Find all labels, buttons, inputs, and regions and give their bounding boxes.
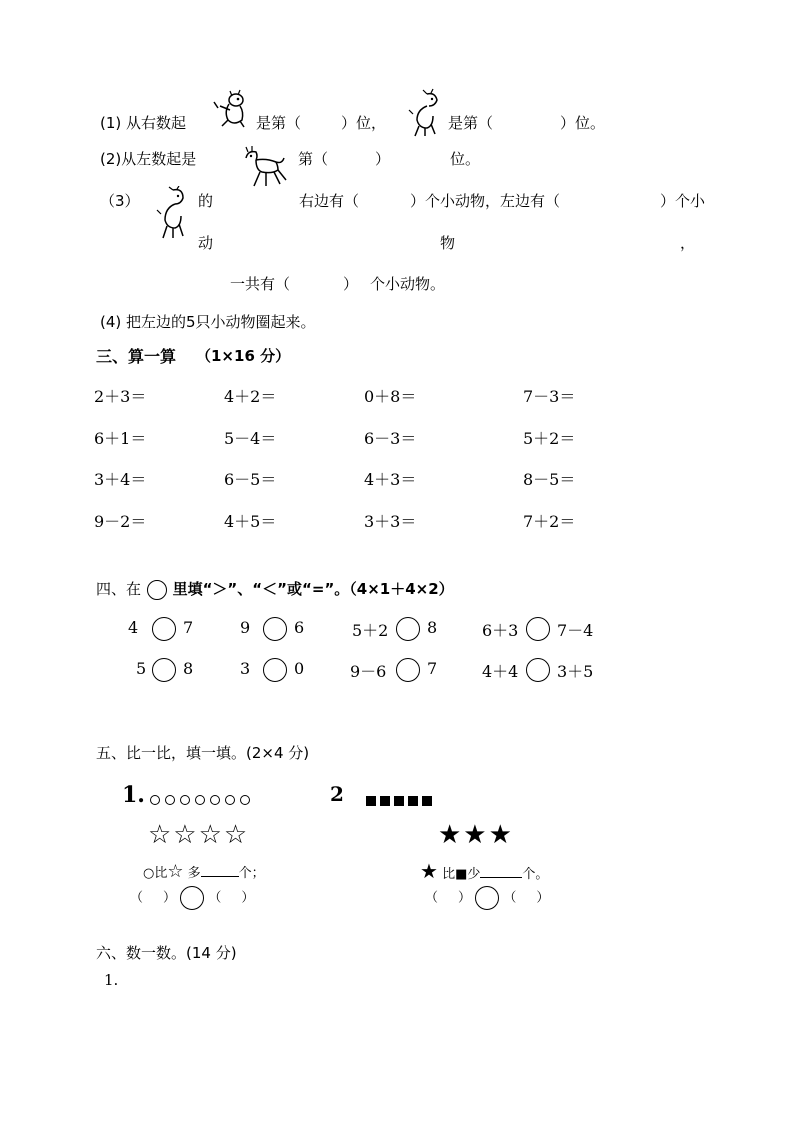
left-compare-circle[interactable] xyxy=(180,886,204,910)
q2-item2-mid2-text: ） xyxy=(375,150,391,168)
horse-animal-icon xyxy=(238,144,290,190)
right-paren-close-2: ） xyxy=(536,890,550,906)
q2-item1-prefix: (1) 从右数起 xyxy=(100,114,187,132)
q2-item1-mid1-text: 是第（ xyxy=(256,114,302,132)
compare-right-value: 8 xyxy=(427,618,438,637)
q2-item2-end-text: 位。 xyxy=(450,150,481,168)
q2-item3-dong-text: 动 xyxy=(198,234,214,252)
q2-item2-mid2 xyxy=(375,148,390,169)
compare-left-value: 9－6 xyxy=(350,662,387,681)
left-paren-open-1: （ xyxy=(130,890,144,906)
q2-item1-mid2 xyxy=(341,112,386,133)
small-circle-icon xyxy=(180,795,190,805)
q2-item3b-text2-span: ） xyxy=(343,275,359,293)
q2-item3-wu-text: 物 xyxy=(440,234,456,252)
section5-p1-label-text: 1. xyxy=(122,782,145,808)
calc-item: 5＋2＝ xyxy=(523,429,576,448)
small-square-icon xyxy=(366,796,376,806)
small-circle-icon xyxy=(165,795,175,805)
compare-right-value: 7 xyxy=(427,659,438,678)
compare-circle[interactable] xyxy=(526,658,550,682)
hollow-stars xyxy=(148,820,249,850)
compare-left-value: 4＋4 xyxy=(482,662,519,681)
left-sentence-c: 个； xyxy=(238,866,265,881)
solid-stars-text: ★★★ xyxy=(438,820,514,850)
calc-item: 2＋3＝ xyxy=(94,387,147,406)
small-circle-icon xyxy=(225,795,235,805)
section5-title-text: 五、比一比，填一填。(2×4 分) xyxy=(96,744,310,762)
section6-title-text: 六、数一数。(14 分) xyxy=(96,944,237,962)
compare-right-value: 7－4 xyxy=(557,621,594,640)
section5-p2-label xyxy=(330,782,344,806)
compare-left-value: 4 xyxy=(128,618,139,637)
compare-left-value: 5＋2 xyxy=(352,621,389,640)
right-sentence xyxy=(420,859,548,883)
compare-left-value: 3 xyxy=(240,659,251,678)
compare-left-value: 9 xyxy=(240,618,251,637)
q2-item3-mid xyxy=(410,190,560,211)
compare-circle[interactable] xyxy=(263,617,287,641)
compare-right-value: 3＋5 xyxy=(557,662,594,681)
compare-left-value: 5 xyxy=(136,659,147,678)
section4-title-a: 四、在 xyxy=(96,580,142,598)
q2-item3-end-text: ）个小 xyxy=(660,192,706,210)
goat-animal-icon xyxy=(405,88,443,138)
section6-title xyxy=(96,942,237,963)
solid-stars xyxy=(438,820,514,850)
small-square-icon xyxy=(394,796,404,806)
calc-item: 4＋2＝ xyxy=(224,387,277,406)
calc-item: 4＋5＝ xyxy=(224,512,277,531)
compare-circle[interactable] xyxy=(152,617,176,641)
small-circle-icon xyxy=(195,795,205,805)
right-compare-circle[interactable] xyxy=(475,886,499,910)
compare-circle[interactable] xyxy=(526,617,550,641)
hollow-stars-text: ☆☆☆☆ xyxy=(148,820,250,850)
small-squares-row xyxy=(366,790,436,809)
q2-item3-mid-text: ）个小动物，左边有（ xyxy=(410,192,561,210)
q2-item2-mid xyxy=(298,148,328,169)
q2-item3-prefix xyxy=(100,190,140,211)
left-paren-close-1: ） xyxy=(163,890,177,906)
section4-title-b: 里填“＞”、“＜”或“=”。（4×1＋4×2） xyxy=(172,580,454,598)
q2-item1-mid2-text: ）位， xyxy=(341,114,387,132)
right-compare-row xyxy=(425,886,549,910)
calc-item: 6＋1＝ xyxy=(94,429,147,448)
calc-item: 9－2＝ xyxy=(94,512,147,531)
monkey-animal-icon xyxy=(210,86,252,130)
calc-item: 7＋2＝ xyxy=(523,512,576,531)
section3-score xyxy=(196,345,290,366)
q2-item3-wu xyxy=(440,232,455,253)
section5-p2-label-text: 2 xyxy=(330,782,344,806)
q2-item3-comma xyxy=(680,232,695,253)
compare-right-value: 8 xyxy=(183,659,194,678)
q2-item1 xyxy=(100,112,186,133)
right-paren-open-2: （ xyxy=(503,890,517,906)
section3-title xyxy=(96,344,176,367)
q2-item1-mid3-text: 是第（ xyxy=(448,114,494,132)
q2-item3b-text1 xyxy=(230,273,290,294)
section3-title-text: 三、算一算 xyxy=(96,347,177,366)
right-answer-blank[interactable] xyxy=(480,865,522,878)
compare-right-value: 6 xyxy=(294,618,305,637)
section3-score-text: （1×16 分） xyxy=(196,347,291,365)
compare-circle[interactable] xyxy=(263,658,287,682)
q2-item3-end xyxy=(660,190,705,211)
left-sentence-star-icon: ☆ xyxy=(167,861,184,882)
small-circle-icon xyxy=(210,795,220,805)
compare-circle[interactable] xyxy=(396,658,420,682)
q2-item1-mid1 xyxy=(256,112,301,133)
q2-item2-mid-text: 第（ xyxy=(298,150,329,168)
q2-item1-end xyxy=(560,112,605,133)
q2-item3b-text1-span: 一共有（ xyxy=(230,275,291,293)
left-sentence-b: 多 xyxy=(187,866,201,881)
calc-item: 3＋3＝ xyxy=(364,512,417,531)
small-circle-icon xyxy=(150,795,160,805)
calc-item: 5－4＝ xyxy=(224,429,277,448)
calc-item: 3＋4＝ xyxy=(94,470,147,489)
q2-item1-end-text: ）位。 xyxy=(560,114,606,132)
q2-item3-comma-text: ， xyxy=(680,234,696,252)
compare-left-value: 6＋3 xyxy=(482,621,519,640)
goat-animal-icon-2 xyxy=(155,186,195,240)
calc-item: 4＋3＝ xyxy=(364,470,417,489)
section5-title xyxy=(96,742,309,763)
right-paren-open-1: （ xyxy=(425,890,439,906)
q2-item3-dong xyxy=(198,232,213,253)
small-square-icon xyxy=(380,796,390,806)
q2-item2-end xyxy=(450,148,480,169)
q2-item2-prefix-text: (2)从左数起是 xyxy=(100,150,197,168)
small-square-icon xyxy=(408,796,418,806)
q2-item3-text-a: 右边有（ xyxy=(299,192,360,210)
left-paren-close-2: ） xyxy=(241,890,255,906)
left-compare-row xyxy=(130,886,254,910)
q2-item3-prefix-text: （3） xyxy=(100,192,140,210)
q2-item4 xyxy=(100,311,316,332)
q2-item1-mid3 xyxy=(448,112,493,133)
q2-item3b-text3 xyxy=(370,273,445,294)
right-sentence-c: 个。 xyxy=(522,867,549,882)
calc-item: 6－3＝ xyxy=(364,429,417,448)
left-sentence-a: ○比 xyxy=(143,866,168,881)
q2-item2-prefix xyxy=(100,148,196,169)
section5-p1-label xyxy=(122,782,145,808)
q2-item3-text xyxy=(299,190,359,211)
q2-item3-de-text: 的 xyxy=(198,192,214,210)
right-sentence-a: 比■少 xyxy=(442,867,481,882)
right-sentence-star-icon: ★ xyxy=(420,859,438,883)
q2-item3b-text2 xyxy=(343,273,358,294)
compare-circle[interactable] xyxy=(396,617,420,641)
section4-title xyxy=(96,578,454,600)
small-square-icon xyxy=(422,796,432,806)
compare-circle-icon xyxy=(147,580,167,600)
small-circle-icon xyxy=(240,795,250,805)
small-circles-row xyxy=(150,789,255,808)
left-sentence xyxy=(143,861,265,882)
calc-item: 8－5＝ xyxy=(523,470,576,489)
right-paren-close-1: ） xyxy=(458,890,472,906)
left-answer-blank[interactable] xyxy=(201,864,239,877)
calc-item: 7－3＝ xyxy=(523,387,576,406)
section6-item1 xyxy=(104,971,118,989)
compare-circle[interactable] xyxy=(152,658,176,682)
q2-item4-text: (4) 把左边的5只小动物圈起来。 xyxy=(100,313,316,331)
calc-item: 0＋8＝ xyxy=(364,387,417,406)
left-paren-open-2: （ xyxy=(208,890,222,906)
section6-item1-text: 1. xyxy=(104,971,119,989)
q2-item3b-text3-span: 个小动物。 xyxy=(370,275,446,293)
compare-right-value: 7 xyxy=(183,618,194,637)
calc-item: 6－5＝ xyxy=(224,470,277,489)
q2-item3-de xyxy=(198,190,213,211)
compare-right-value: 0 xyxy=(294,659,305,678)
